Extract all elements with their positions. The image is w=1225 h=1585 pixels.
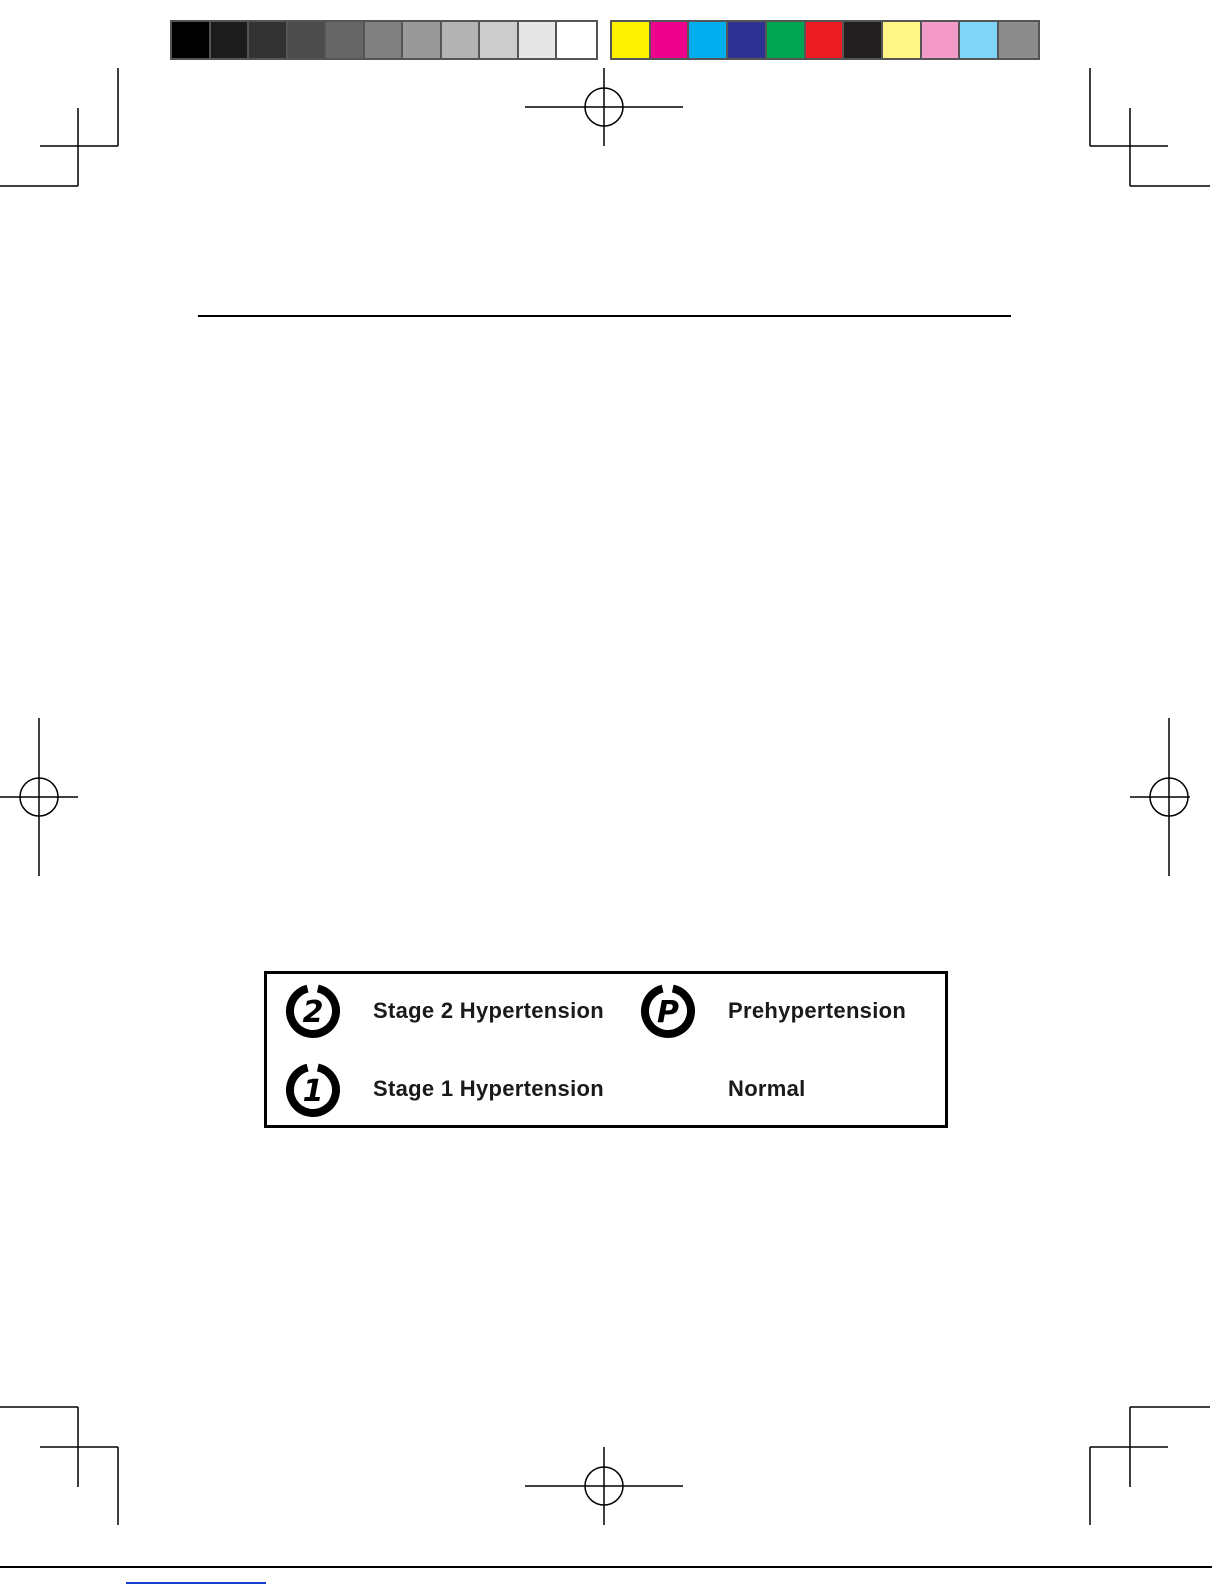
gray-swatch xyxy=(480,22,519,58)
color-swatch xyxy=(806,22,845,58)
color-swatch xyxy=(844,22,883,58)
color-swatch xyxy=(922,22,961,58)
gray-swatch xyxy=(249,22,288,58)
prehypertension-indicator-icon xyxy=(640,983,696,1039)
legend-label-stage-2: Stage 2 Hypertension xyxy=(373,998,604,1023)
gray-swatch xyxy=(326,22,365,58)
footer-link-underline xyxy=(126,1582,266,1584)
section-divider xyxy=(198,315,1011,317)
color-swatch xyxy=(999,22,1038,58)
gray-swatch xyxy=(442,22,481,58)
hypertension-indicator-legend xyxy=(264,971,948,1128)
grayscale-calibration-bar xyxy=(170,20,598,60)
color-calibration-bar xyxy=(610,20,1040,60)
color-swatch xyxy=(728,22,767,58)
color-swatch xyxy=(960,22,999,58)
gray-swatch xyxy=(172,22,211,58)
legend-label-prehypertension: Prehypertension xyxy=(728,998,907,1023)
svg-text:2: 2 xyxy=(302,995,324,1030)
gray-swatch xyxy=(365,22,404,58)
legend-label-stage-1: Stage 1 Hypertension xyxy=(373,1076,604,1101)
legend-label-normal: Normal xyxy=(728,1076,806,1101)
color-swatch xyxy=(883,22,922,58)
color-swatch xyxy=(689,22,728,58)
svg-text:P: P xyxy=(657,995,679,1030)
legend-item-stage-2 xyxy=(285,983,341,1039)
color-swatch xyxy=(612,22,651,58)
stage-1-indicator-icon xyxy=(285,1062,341,1118)
gray-swatch xyxy=(211,22,250,58)
svg-text:1: 1 xyxy=(302,1074,324,1109)
page-bottom-rule xyxy=(0,1566,1212,1568)
gray-swatch xyxy=(288,22,327,58)
gray-swatch xyxy=(403,22,442,58)
color-swatch xyxy=(651,22,690,58)
gray-swatch xyxy=(557,22,596,58)
gray-swatch xyxy=(519,22,558,58)
legend-item-prehypertension xyxy=(640,983,696,1039)
color-swatch xyxy=(767,22,806,58)
stage-2-indicator-icon xyxy=(285,983,341,1039)
legend-item-stage-1 xyxy=(285,1062,341,1118)
